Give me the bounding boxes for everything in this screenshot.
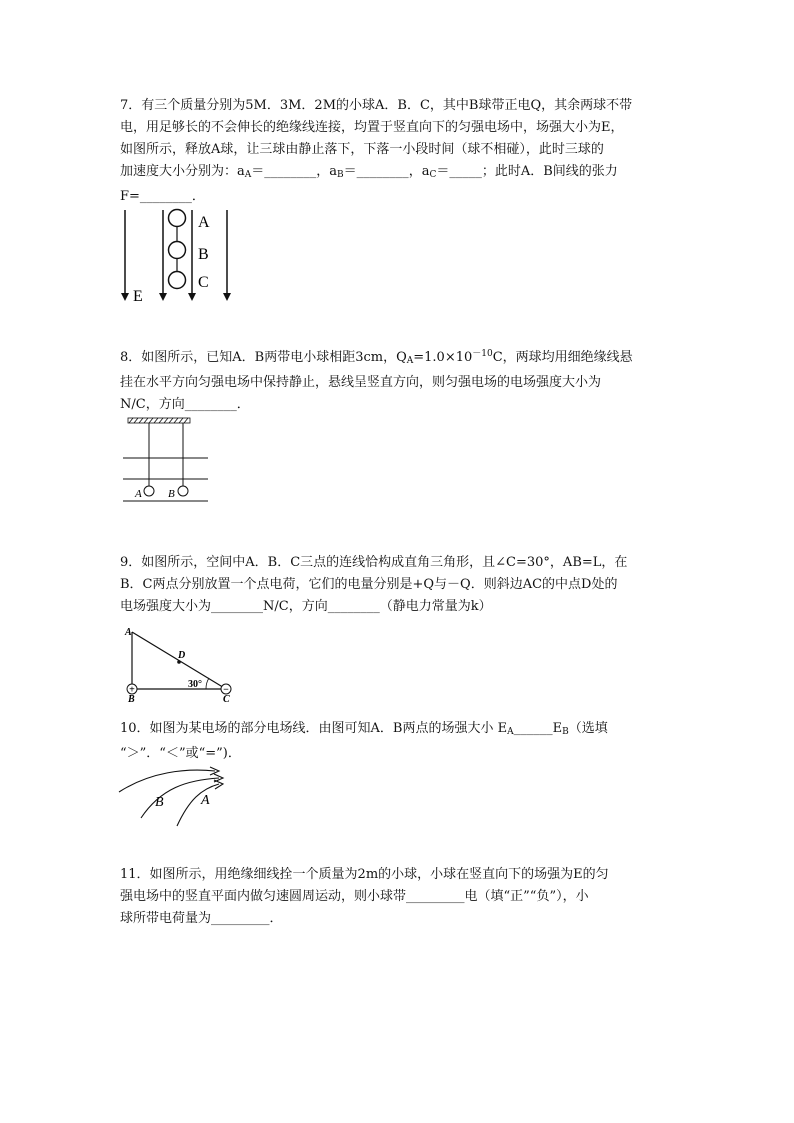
q8-label-B: B	[168, 488, 175, 500]
q8-line-3: N/C，方向________．	[120, 397, 250, 412]
q8-distance-text: 8．如图所示，已知A．B两带电小球相距3cm，Q	[120, 350, 407, 365]
q7-aA-blank: ＝________	[251, 164, 317, 179]
q7-label-A: A	[198, 214, 210, 231]
q9-angle-arc	[206, 678, 209, 689]
q10-ea-subscript: A	[507, 727, 514, 737]
q10-figure	[115, 762, 230, 830]
q8-ball-B	[178, 486, 188, 496]
q10-compare-text: 10．如图为某电场的部分电场线．由图可知A．B两点的场强大小 E	[120, 721, 508, 736]
question-7	[120, 95, 680, 208]
q9-plus-sign: +	[129, 684, 135, 696]
q8-line-1	[120, 343, 680, 372]
q11-line-2: 强电场中的竖直平面内做匀速圆周运动，则小球带_________电（填“正”“负”），小	[120, 889, 589, 904]
question-8	[120, 343, 680, 416]
q9-label-A: A	[125, 627, 132, 638]
q9-line-2: B．C两点分别放置一个点电荷，它们的电量分别是+Q与－Q．则斜边AC的中点D处的	[120, 577, 618, 592]
q10-field-line-1	[119, 770, 215, 792]
q7-arrow-2	[159, 293, 167, 301]
q10-line-2: “＞”．“＜”或“=”)．	[120, 746, 241, 761]
q9-angle-label: 30°	[188, 679, 202, 690]
q8-charge-exponent: －10	[472, 349, 493, 359]
question-11	[120, 864, 680, 930]
q10-label-A: A	[201, 793, 210, 808]
q7-line-4	[120, 161, 680, 186]
q11-line-1: 11．如图所示，用绝缘细线拴一个质量为2m的小球，小球在竖直向下的场强为E的匀	[120, 867, 609, 882]
q7-tension-text: ；此时A．B间线的张力	[481, 164, 618, 179]
question-10	[120, 718, 680, 765]
q10-choose-text: （选填	[568, 721, 608, 736]
q7-ball-A	[169, 210, 186, 227]
q7-label-E: E	[133, 288, 143, 305]
q7-aC-blank: ＝_____	[436, 164, 482, 179]
q8-charge-value: =1.0×10	[413, 350, 473, 365]
q9-figure	[120, 622, 240, 702]
q7-arrow-1	[121, 293, 129, 301]
q10-field-line-3	[177, 784, 219, 826]
q8-suspension-text: C，两球均用细绝缘线悬	[492, 350, 633, 365]
q8-line-2: 挂在水平方向匀强电场中保持静止，悬线呈竖直方向，则匀强电场的电场强度大小为	[120, 375, 602, 390]
q7-label-C: C	[198, 274, 209, 291]
q9-minus-sign: −	[223, 684, 229, 696]
q10-blank: ______	[513, 721, 553, 736]
q7-ball-B	[169, 242, 186, 259]
q7-accel-label: 加速度大小分别为：a	[120, 164, 245, 179]
q10-label-B: B	[155, 795, 164, 810]
q10-line-1	[120, 718, 680, 743]
question-9	[120, 552, 680, 618]
q8-ball-A	[144, 486, 154, 496]
q7-line-5: F=________．	[120, 189, 205, 204]
q7-arrow-4	[223, 293, 231, 301]
q7-line-2: 电，用足够长的不会伸长的绝缘线连接，均置于竖直向下的匀强电场中，场强大小为E，	[120, 120, 624, 135]
q8-label-A: A	[135, 488, 142, 500]
q7-aA-subscript: A	[244, 170, 252, 180]
q9-line-3: 电场强度大小为________N/C，方向________（静电力常量为k）	[120, 599, 492, 614]
q7-separator-1: ，a	[316, 164, 338, 179]
q7-aB-blank: ＝________	[343, 164, 409, 179]
q8-figure	[120, 415, 212, 507]
q7-line-3: 如图所示，释放A球，让三球由静止落下，下落一小段时间（球不相碰），此时三球的	[120, 142, 604, 157]
q7-label-B: B	[198, 246, 209, 263]
q9-label-C: C	[223, 694, 230, 702]
q9-label-D: D	[178, 650, 186, 661]
q7-ball-C	[169, 272, 186, 289]
q9-line-1: 9．如图所示，空间中A．B．C三点的连线恰构成直角三角形，且∠C=30°，AB=L，在	[120, 555, 628, 570]
q7-figure	[115, 205, 240, 305]
q11-line-3: 球所带电荷量为_________．	[120, 911, 283, 926]
q10-eb: E	[552, 721, 563, 736]
q7-arrow-3	[188, 293, 196, 301]
q9-label-B: B	[128, 694, 135, 702]
q7-line-1: 7．有三个质量分别为5M．3M．2M的小球A．B．C，其中B球带正电Q，其余两球不带	[120, 98, 633, 113]
q8-qa-subscript: A	[406, 356, 414, 366]
q7-separator-2: ，a	[408, 164, 430, 179]
q7-aB-subscript: B	[337, 170, 344, 180]
q10-eb-subscript: B	[562, 727, 569, 737]
q7-aC-subscript: C	[429, 170, 437, 180]
